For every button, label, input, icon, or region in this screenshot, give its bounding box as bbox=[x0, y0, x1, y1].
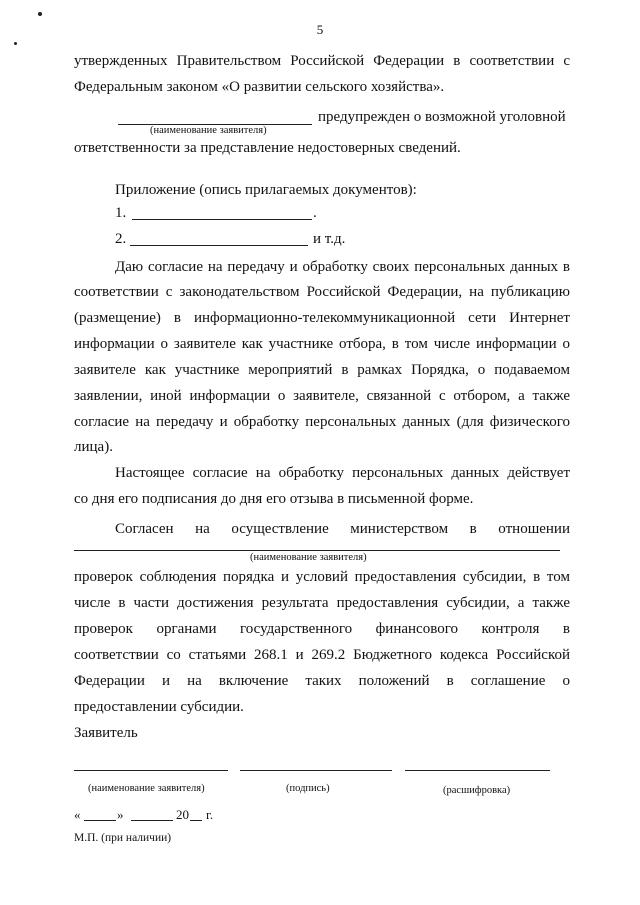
agree-line: Согласен на осуществление министерством в отношении bbox=[115, 521, 570, 537]
validity-line: Настоящее согласие на обработку персональных данных действует bbox=[115, 465, 570, 481]
warning-line: предупрежден о возможной уголовной bbox=[318, 109, 566, 125]
stamp-note: М.П. (при наличии) bbox=[74, 832, 172, 844]
agree-line: проверок соблюдения порядка и условий предоставления субсидии, в том bbox=[74, 569, 570, 585]
applicant-name-signature-line bbox=[74, 770, 228, 771]
attachment-item-blank bbox=[130, 245, 308, 246]
consent-line: (размещение) в информационно-телекоммуникационной сети Интернет bbox=[74, 310, 570, 326]
applicant-name-blank bbox=[74, 550, 560, 551]
consent-line: соответствии с законодательством Российской Федерации, на публикацию bbox=[74, 284, 570, 300]
consent-line: согласие на передачу и обработку персональных данных (для физического bbox=[74, 414, 570, 430]
page-number: 5 bbox=[316, 22, 324, 37]
attachment-item-end: . bbox=[313, 205, 317, 221]
intro-line: утвержденных Правительством Российской Федерации в соответствии с bbox=[74, 53, 570, 69]
agree-line: проверок органами государственного финансового контроля в bbox=[74, 621, 570, 637]
applicant-name-caption: (наименование заявителя) bbox=[88, 783, 205, 794]
date-quote-open: « bbox=[74, 807, 81, 822]
decoding-line bbox=[405, 770, 550, 771]
warning-line: ответственности за представление недостоверных сведений. bbox=[74, 140, 461, 156]
signature-line bbox=[240, 770, 392, 771]
date-quote-close: » bbox=[117, 807, 124, 822]
consent-line: заявлении, иной информации о заявителе, связанной с отбором, а также bbox=[74, 388, 570, 404]
agree-line: Федерации и на включение таких положений в соглашение о bbox=[74, 673, 570, 689]
decoding-caption: (расшифровка) bbox=[443, 785, 511, 796]
applicant-name-caption: (наименование заявителя) bbox=[250, 552, 367, 563]
attachments-heading: Приложение (опись прилагаемых документов): bbox=[115, 182, 417, 198]
attachment-item-number: 1. bbox=[115, 205, 127, 221]
attachment-item-blank bbox=[132, 219, 312, 220]
date-year-blank bbox=[190, 820, 202, 821]
consent-line: лица). bbox=[74, 439, 113, 455]
consent-line: Даю согласие на передачу и обработку своих персональных данных в bbox=[115, 259, 570, 275]
agree-line: числе в части достижения результата предоставления субсидии, а также bbox=[74, 595, 570, 611]
consent-line: заявителе как участнике мероприятий в рамках Порядка, о подаваемом bbox=[74, 362, 570, 378]
attachment-item-end: и т.д. bbox=[313, 231, 346, 247]
consent-line: информации о заявителе как участнике отбора, в том числе информации о bbox=[74, 336, 570, 352]
date-day-blank bbox=[84, 820, 116, 821]
date-year-prefix: 20 bbox=[176, 807, 189, 822]
applicant-label: Заявитель bbox=[74, 725, 138, 741]
scan-speck bbox=[14, 42, 17, 45]
date-year-suffix: г. bbox=[206, 807, 214, 822]
attachment-item-number: 2. bbox=[115, 231, 127, 247]
agree-line: соответствии со статьями 268.1 и 269.2 Бюджетного кодекса Российской bbox=[74, 647, 570, 663]
scan-speck bbox=[38, 12, 42, 16]
date-month-blank bbox=[131, 820, 173, 821]
agree-line: предоставлении субсидии. bbox=[74, 699, 244, 715]
applicant-name-caption: (наименование заявителя) bbox=[150, 125, 267, 136]
validity-line: со дня его подписания до дня его отзыва в письменной форме. bbox=[74, 491, 474, 507]
intro-line: Федеральным законом «О развитии сельского хозяйства». bbox=[74, 79, 445, 95]
signature-caption: (подпись) bbox=[286, 783, 330, 794]
